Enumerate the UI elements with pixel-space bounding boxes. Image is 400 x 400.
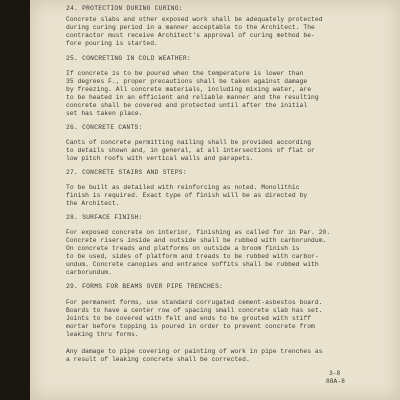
section-25-heading: 25. CONCRETING IN COLD WEATHER: <box>66 55 191 62</box>
section-28-heading: 28. SURFACE FINISH: <box>66 214 143 221</box>
section-29-line: a result of leaking concrete shall be corrected. <box>66 355 250 363</box>
section-24-line: fore pouring is started. <box>66 40 158 48</box>
section-25-line: by freezing. All concrete materials, including mixing water, are <box>66 86 312 94</box>
section-29-heading: 29. FORMS FOR BEAMS OVER PIPE TRENCHES: <box>66 283 224 290</box>
section-24-body <box>66 16 386 48</box>
section-24-line: contractor must receive Architect's approval of curing method be- <box>66 32 315 40</box>
section-27-line: the Architect. <box>66 200 120 208</box>
section-29-line: For permanent forms, use standard corrugated cement-asbestos board. <box>66 299 323 306</box>
document-page <box>30 0 400 400</box>
section-29-line: mortar before topping is poured in order to prevent concrete from <box>66 323 315 331</box>
section-29-line: Any damage to pipe covering or painting of work in pipe trenches as <box>66 347 323 355</box>
section-27-line: To be built as detailed with reinforcing as noted. Monolithic <box>66 184 300 191</box>
page-number-line1: 3-8 <box>329 370 341 377</box>
section-26-line: to details shown and, in general, at all intersections of flat or <box>66 147 315 155</box>
section-29-body <box>66 299 386 364</box>
page-number-line2: 88A-8 <box>326 378 345 386</box>
section-25-line: set has taken place. <box>66 110 143 118</box>
section-28-line: to be used, sides of platform and treads to be rubbed with carbor- <box>66 253 319 261</box>
section-27-heading: 27. CONCRETE STAIRS AND STEPS: <box>66 169 187 176</box>
section-29-line: Joints to be covered with felt and ends to be grouted with stiff <box>66 315 312 323</box>
section-24-heading: 24. PROTECTION DURING CURING: <box>66 5 183 12</box>
section-25-line: concrete shall be covered and protected until after the initial <box>66 102 308 110</box>
section-28-line: undum. Concrete canopies and entrance soffits shall be rubbed with <box>66 261 319 269</box>
section-25-line: If concrete is to be poured when the temperature is lower than <box>66 70 304 77</box>
section-28-line: carborundum. <box>66 269 112 277</box>
section-26-body <box>66 139 386 163</box>
section-28-body <box>66 229 386 278</box>
section-28-line: For exposed concrete on interior, finishing as called for in Par. 20. <box>66 229 331 236</box>
section-25-body <box>66 70 386 119</box>
page-number <box>326 370 345 386</box>
section-24-line: during curing period in a manner acceptable to the Architect. The <box>66 24 315 32</box>
section-26-line: low pitch roofs with vertical walls and parapets. <box>66 155 254 163</box>
section-25-line: 35 degrees F., proper precautions shall be taken against damage <box>66 78 308 86</box>
section-29-line <box>66 339 386 347</box>
section-25-line: to be heated in an efficient and reliable manner and the resulting <box>66 94 319 102</box>
section-24-line: Concrete slabs and other exposed work shall be adequately protected <box>66 16 323 23</box>
section-28-line: Concrete risers inside and outside shall be rubbed with carborundum. <box>66 237 327 245</box>
section-27-line: finish is required. Exact type of finish will be as directed by <box>66 192 308 200</box>
section-26-line: Cants of concrete permitting nailing shall be provided according <box>66 139 312 146</box>
section-26-heading: 26. CONCRETE CANTS: <box>66 124 143 131</box>
section-29-line: leaking thru forms. <box>66 331 139 339</box>
section-29-line: Boards to have a center row of spacing small concrete slab has set. <box>66 307 323 315</box>
section-28-line: On concrete treads and platforms on outside a broom finish is <box>66 245 300 253</box>
section-27-body <box>66 184 386 208</box>
